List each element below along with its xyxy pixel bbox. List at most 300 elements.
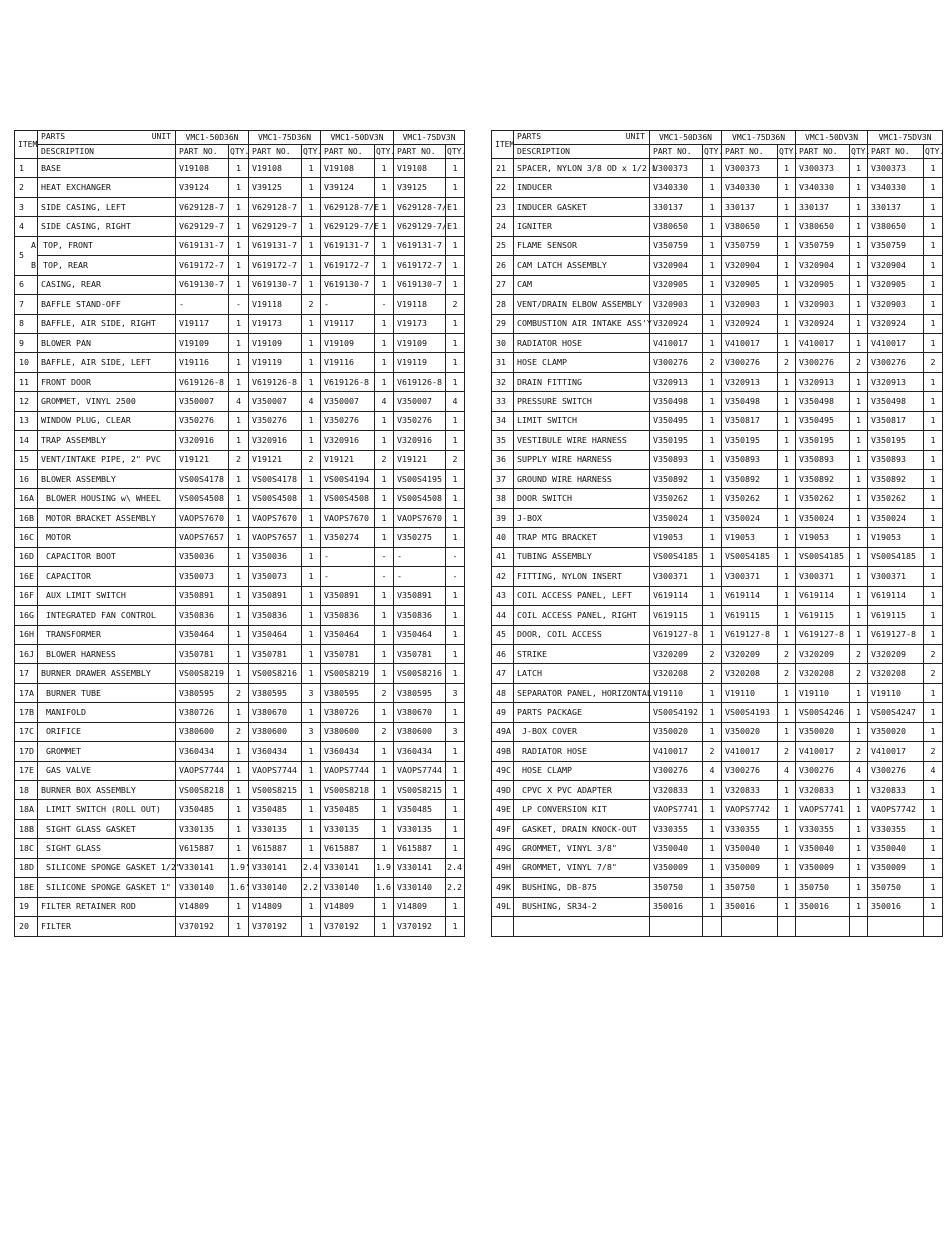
part-number: V320916 — [249, 431, 302, 450]
part-number: V330135 — [176, 819, 229, 838]
quantity: 1 — [778, 800, 796, 819]
part-number: V19109 — [176, 333, 229, 352]
part-number: V410017 — [650, 742, 703, 761]
part-number: V320905 — [650, 275, 703, 294]
quantity: 1 — [375, 917, 394, 936]
quantity: 1 — [703, 450, 722, 469]
part-number: V19116 — [321, 353, 375, 372]
part-number: V350464 — [321, 625, 375, 644]
quantity: 2 — [924, 742, 943, 761]
qty-header: QTY. — [302, 145, 321, 159]
unit-model-header: VMC1-75DV3N — [394, 131, 465, 145]
quantity: 1 — [229, 411, 249, 430]
unit-model-header: VMC1-75D36N — [249, 131, 321, 145]
quantity: 1 — [302, 819, 321, 838]
part-description: FRONT DOOR — [38, 372, 176, 391]
quantity: 1 — [446, 800, 465, 819]
quantity: 1 — [302, 567, 321, 586]
part-number: V370192 — [176, 917, 229, 936]
quantity: 1 — [703, 878, 722, 897]
quantity: 2.4' — [446, 858, 465, 877]
quantity: 1 — [229, 781, 249, 800]
item-number: 28 — [492, 295, 514, 314]
part-number: V619172-7 — [321, 256, 375, 275]
part-number: V410017 — [722, 333, 778, 352]
quantity: 1 — [229, 256, 249, 275]
item-number: 49L — [492, 897, 514, 916]
table-row — [15, 489, 465, 508]
part-number: V350276 — [249, 411, 302, 430]
part-number: V350020 — [796, 722, 850, 741]
quantity: 1 — [924, 781, 943, 800]
quantity: 1 — [446, 897, 465, 916]
part-description: PARTS PACKAGE — [514, 703, 650, 722]
table-row — [15, 197, 465, 216]
quantity: 1 — [375, 800, 394, 819]
quantity: 1 — [850, 489, 868, 508]
quantity: 1 — [778, 722, 796, 741]
part-number: VS00S4194 — [321, 470, 375, 489]
part-number: V380595 — [321, 683, 375, 702]
part-description: MOTOR BRACKET ASSEMBLY — [38, 508, 176, 527]
quantity: 2 — [924, 644, 943, 663]
part-number: VAOPS7744 — [249, 761, 302, 780]
item-number: 49D — [492, 781, 514, 800]
item-number: 49E — [492, 800, 514, 819]
quantity: 1 — [778, 508, 796, 527]
part-description: FITTING, NYLON INSERT — [514, 567, 650, 586]
quantity: 1 — [924, 431, 943, 450]
part-number: V350836 — [394, 606, 446, 625]
quantity: 1 — [446, 625, 465, 644]
part-number: V350464 — [249, 625, 302, 644]
part-description: CAPACITOR — [38, 567, 176, 586]
quantity: 1 — [229, 333, 249, 352]
quantity: 1 — [302, 800, 321, 819]
quantity: 1 — [778, 178, 796, 197]
part-number: V19110 — [796, 683, 850, 702]
qty-header: QTY. — [375, 145, 394, 159]
table-row — [15, 547, 465, 566]
item-number: 43 — [492, 586, 514, 605]
quantity: 1 — [850, 178, 868, 197]
quantity: 1 — [924, 159, 943, 178]
part-description: STRIKE — [514, 644, 650, 663]
quantity: 1 — [302, 178, 321, 197]
quantity: 1 — [302, 664, 321, 683]
item-number: 17B — [15, 703, 38, 722]
part-number: V410017 — [796, 333, 850, 352]
table-row — [492, 431, 943, 450]
part-number: V360434 — [394, 742, 446, 761]
part-number: V410017 — [868, 333, 924, 352]
quantity: 1 — [850, 256, 868, 275]
sub-item-letter: B — [31, 259, 36, 270]
quantity: 1 — [375, 644, 394, 663]
quantity: 1 — [446, 470, 465, 489]
part-description: BLOWER HOUSING w\ WHEEL — [38, 489, 176, 508]
quantity: 1 — [778, 547, 796, 566]
quantity: 1 — [703, 567, 722, 586]
part-number: V320833 — [722, 781, 778, 800]
item-number: 49B — [492, 742, 514, 761]
part-number: V320208 — [868, 664, 924, 683]
table-row — [492, 819, 943, 838]
part-number: V350036 — [249, 547, 302, 566]
part-number: VS00S8219 — [321, 664, 375, 683]
table-row — [492, 897, 943, 916]
quantity: 1 — [924, 392, 943, 411]
quantity: 1 — [703, 411, 722, 430]
quantity: 2 — [850, 644, 868, 663]
part-number: V320209 — [650, 644, 703, 663]
sub-item-letter: A — [31, 240, 36, 251]
part-description: INDUCER — [514, 178, 650, 197]
quantity: 1 — [302, 236, 321, 255]
item-number: 22 — [492, 178, 514, 197]
item-number: 30 — [492, 333, 514, 352]
part-number: V350781 — [321, 644, 375, 663]
part-number: VAOPS7670 — [249, 508, 302, 527]
part-number — [868, 917, 924, 936]
part-number: V320924 — [722, 314, 778, 333]
item-number: 16 — [15, 470, 38, 489]
quantity: 1.9' — [375, 858, 394, 877]
part-description: SIDE CASING, RIGHT — [38, 217, 176, 236]
quantity: 1 — [446, 703, 465, 722]
quantity: 1 — [703, 897, 722, 916]
quantity: 1 — [850, 508, 868, 527]
part-number: V300373 — [796, 159, 850, 178]
quantity: 2 — [302, 450, 321, 469]
quantity: 4 — [924, 761, 943, 780]
quantity: 2 — [703, 664, 722, 683]
part-number: V320916 — [321, 431, 375, 450]
part-number: VAOPS7670 — [321, 508, 375, 527]
part-number: V380650 — [796, 217, 850, 236]
part-number: V19118 — [249, 295, 302, 314]
part-number: V350485 — [394, 800, 446, 819]
qty-header: QTY. — [850, 145, 868, 159]
part-number: V350007 — [176, 392, 229, 411]
quantity: 1 — [703, 275, 722, 294]
part-description: INTEGRATED FAN CONTROL — [38, 606, 176, 625]
quantity: 1 — [302, 372, 321, 391]
part-number: V350892 — [868, 470, 924, 489]
item-number: 17C — [15, 722, 38, 741]
part-number: V19109 — [321, 333, 375, 352]
part-number: VS00S4246 — [796, 703, 850, 722]
quantity: 1 — [850, 372, 868, 391]
header-row-units — [492, 131, 943, 145]
table-row — [492, 800, 943, 819]
part-number: 350016 — [796, 897, 850, 916]
quantity: 2.4' — [302, 858, 321, 877]
quantity: 1 — [850, 470, 868, 489]
part-number: V19109 — [394, 333, 446, 352]
part-number: V19108 — [249, 159, 302, 178]
part-description: DOOR SWITCH — [514, 489, 650, 508]
quantity: 1 — [375, 314, 394, 333]
part-description: TRANSFORMER — [38, 625, 176, 644]
item-number: 29 — [492, 314, 514, 333]
quantity: 1 — [703, 528, 722, 547]
part-number: VS00S8216 — [249, 664, 302, 683]
quantity: 1 — [302, 839, 321, 858]
table-row — [492, 567, 943, 586]
part-description: CASING, REAR — [38, 275, 176, 294]
table-row — [492, 333, 943, 352]
quantity: 1.9' — [229, 858, 249, 877]
item-number: 45 — [492, 625, 514, 644]
part-number: V19117 — [321, 314, 375, 333]
item-number: 16D — [15, 547, 38, 566]
quantity: 1 — [778, 567, 796, 586]
parts-label: PARTS — [517, 132, 542, 141]
quantity: 1 — [850, 722, 868, 741]
part-description: VESTIBULE WIRE HARNESS — [514, 431, 650, 450]
part-number — [796, 917, 850, 936]
part-number: VS00S4185 — [868, 547, 924, 566]
part-number: V19053 — [650, 528, 703, 547]
part-description: COIL ACCESS PANEL, LEFT — [514, 586, 650, 605]
part-number: V300276 — [868, 761, 924, 780]
quantity: 1 — [778, 197, 796, 216]
part-no-header: PART NO. — [650, 145, 703, 159]
part-number: V350759 — [868, 236, 924, 255]
part-number: V320905 — [868, 275, 924, 294]
part-description: GROMMET, VINYL 3/8" — [514, 839, 650, 858]
part-description — [31, 236, 176, 255]
quantity: 1 — [924, 256, 943, 275]
quantity: 1 — [850, 197, 868, 216]
quantity: 1 — [850, 333, 868, 352]
part-number: V629128-7/E — [394, 197, 446, 216]
part-description: BAFFLE STAND-OFF — [38, 295, 176, 314]
quantity: 1 — [446, 917, 465, 936]
item-number: 2 — [15, 178, 38, 197]
quantity: 1 — [778, 839, 796, 858]
quantity: 1 — [302, 333, 321, 352]
quantity: 1 — [446, 314, 465, 333]
part-number: V320209 — [796, 644, 850, 663]
part-number: 350750 — [796, 878, 850, 897]
quantity: 1 — [778, 159, 796, 178]
table-row — [492, 372, 943, 391]
item-number: 18A — [15, 800, 38, 819]
quantity: - — [375, 567, 394, 586]
part-description: GASKET, DRAIN KNOCK-OUT — [514, 819, 650, 838]
quantity — [850, 917, 868, 936]
part-number: V380600 — [321, 722, 375, 741]
part-number: V14809 — [321, 897, 375, 916]
quantity: 1 — [302, 197, 321, 216]
quantity: 2 — [778, 644, 796, 663]
item-number: 10 — [15, 353, 38, 372]
quantity: 1 — [778, 683, 796, 702]
part-number: VS00S8216 — [394, 664, 446, 683]
item-number: 44 — [492, 606, 514, 625]
quantity: 1 — [778, 295, 796, 314]
part-number: V350024 — [796, 508, 850, 527]
quantity: 1 — [850, 159, 868, 178]
part-number: V39124 — [321, 178, 375, 197]
quantity: 1 — [924, 470, 943, 489]
quantity: 1 — [446, 431, 465, 450]
part-number: V350274 — [321, 528, 375, 547]
part-number: V320905 — [796, 275, 850, 294]
part-number: V14809 — [394, 897, 446, 916]
quantity: 1 — [446, 781, 465, 800]
quantity: 1 — [850, 314, 868, 333]
part-number: V330355 — [650, 819, 703, 838]
part-number: V350893 — [722, 450, 778, 469]
quantity: 4 — [778, 761, 796, 780]
part-description-text: TOP, FRONT — [43, 240, 93, 251]
table-row — [492, 295, 943, 314]
part-description: SEPARATOR PANEL, HORIZONTAL — [514, 683, 650, 702]
table-row — [492, 197, 943, 216]
table-row — [492, 275, 943, 294]
part-number: VAOPS7657 — [249, 528, 302, 547]
part-no-header: PART NO. — [394, 145, 446, 159]
quantity: 2 — [850, 742, 868, 761]
part-number: VS00S4247 — [868, 703, 924, 722]
quantity: - — [446, 567, 465, 586]
part-description: RADIATOR HOSE — [514, 742, 650, 761]
quantity: 1 — [375, 742, 394, 761]
table-row — [492, 722, 943, 741]
part-number: V350817 — [722, 411, 778, 430]
item-number: 17E — [15, 761, 38, 780]
item-number: 18D — [15, 858, 38, 877]
part-number: V19110 — [650, 683, 703, 702]
quantity: 4 — [850, 761, 868, 780]
quantity: 1 — [229, 664, 249, 683]
quantity: 1 — [446, 664, 465, 683]
part-number: V410017 — [868, 742, 924, 761]
part-number: V320903 — [722, 295, 778, 314]
quantity: 3 — [446, 683, 465, 702]
part-number: V320924 — [650, 314, 703, 333]
part-number: V350485 — [176, 800, 229, 819]
part-number: V629129-7/E — [321, 217, 375, 236]
part-number: V619130-7 — [321, 275, 375, 294]
part-description: BASE — [38, 159, 176, 178]
quantity: 2 — [229, 722, 249, 741]
table-row — [15, 528, 465, 547]
part-description: SIGHT GLASS — [38, 839, 176, 858]
part-number: VS00S8218 — [176, 781, 229, 800]
part-number: V330355 — [796, 819, 850, 838]
part-number: V410017 — [796, 742, 850, 761]
quantity: 1 — [302, 917, 321, 936]
table-row — [492, 217, 943, 236]
part-number: V350891 — [321, 586, 375, 605]
quantity: 1 — [229, 353, 249, 372]
unit-model-header: VMC1-75DV3N — [868, 131, 943, 145]
item-number: 49F — [492, 819, 514, 838]
quantity: 1 — [229, 314, 249, 333]
quantity: 4 — [703, 761, 722, 780]
quantity: 1 — [229, 547, 249, 566]
quantity: 1 — [703, 703, 722, 722]
part-number: V619131-7 — [321, 236, 375, 255]
part-number: V350009 — [868, 858, 924, 877]
quantity: 3 — [302, 722, 321, 741]
part-number: V300276 — [722, 761, 778, 780]
table-row — [15, 295, 465, 314]
item-number: 11 — [15, 372, 38, 391]
part-description: GAS VALVE — [38, 761, 176, 780]
part-number: V300276 — [722, 353, 778, 372]
item-header: ITEM — [15, 131, 38, 159]
quantity: 1 — [703, 470, 722, 489]
item-number: 9 — [15, 333, 38, 352]
quantity: 1 — [229, 625, 249, 644]
item-number: 4 — [15, 217, 38, 236]
table-row — [15, 217, 465, 236]
table-row — [15, 178, 465, 197]
part-number: V350040 — [722, 839, 778, 858]
description-header: DESCRIPTION — [514, 145, 650, 159]
quantity: 1 — [446, 761, 465, 780]
quantity: 1 — [778, 625, 796, 644]
part-number: V350007 — [394, 392, 446, 411]
table-row — [492, 236, 943, 255]
quantity: 1.6' — [229, 878, 249, 897]
quantity: 1 — [850, 781, 868, 800]
quantity: 2 — [850, 664, 868, 683]
part-number: V19121 — [321, 450, 375, 469]
quantity: 2 — [778, 353, 796, 372]
part-number: VAOPS7657 — [176, 528, 229, 547]
part-number: V350020 — [650, 722, 703, 741]
part-number: V39125 — [249, 178, 302, 197]
qty-header: QTY. — [446, 145, 465, 159]
part-number: V619114 — [650, 586, 703, 605]
part-description: BAFFLE, AIR SIDE, LEFT — [38, 353, 176, 372]
quantity: 1 — [229, 567, 249, 586]
part-number: V619127-8 — [796, 625, 850, 644]
qty-header: QTY. — [229, 145, 249, 159]
quantity — [778, 917, 796, 936]
quantity: 1 — [229, 508, 249, 527]
unit-model-header: VMC1-75D36N — [722, 131, 796, 145]
part-number: V320904 — [650, 256, 703, 275]
item-number: 13 — [15, 411, 38, 430]
quantity: 2 — [703, 644, 722, 663]
part-number: 350750 — [868, 878, 924, 897]
item-number: 49H — [492, 858, 514, 877]
quantity: - — [229, 295, 249, 314]
part-number: V19118 — [394, 295, 446, 314]
quantity: 1 — [850, 897, 868, 916]
quantity: 1 — [375, 372, 394, 391]
part-number: V350891 — [249, 586, 302, 605]
table-row — [492, 528, 943, 547]
part-number: - — [394, 567, 446, 586]
quantity: 1 — [850, 839, 868, 858]
part-description: HOSE CLAMP — [514, 353, 650, 372]
quantity: 1 — [778, 411, 796, 430]
quantity: 1 — [446, 586, 465, 605]
part-number: V19108 — [394, 159, 446, 178]
table-row — [492, 839, 943, 858]
part-number: V19053 — [796, 528, 850, 547]
table-row — [15, 722, 465, 741]
part-number: - — [321, 567, 375, 586]
